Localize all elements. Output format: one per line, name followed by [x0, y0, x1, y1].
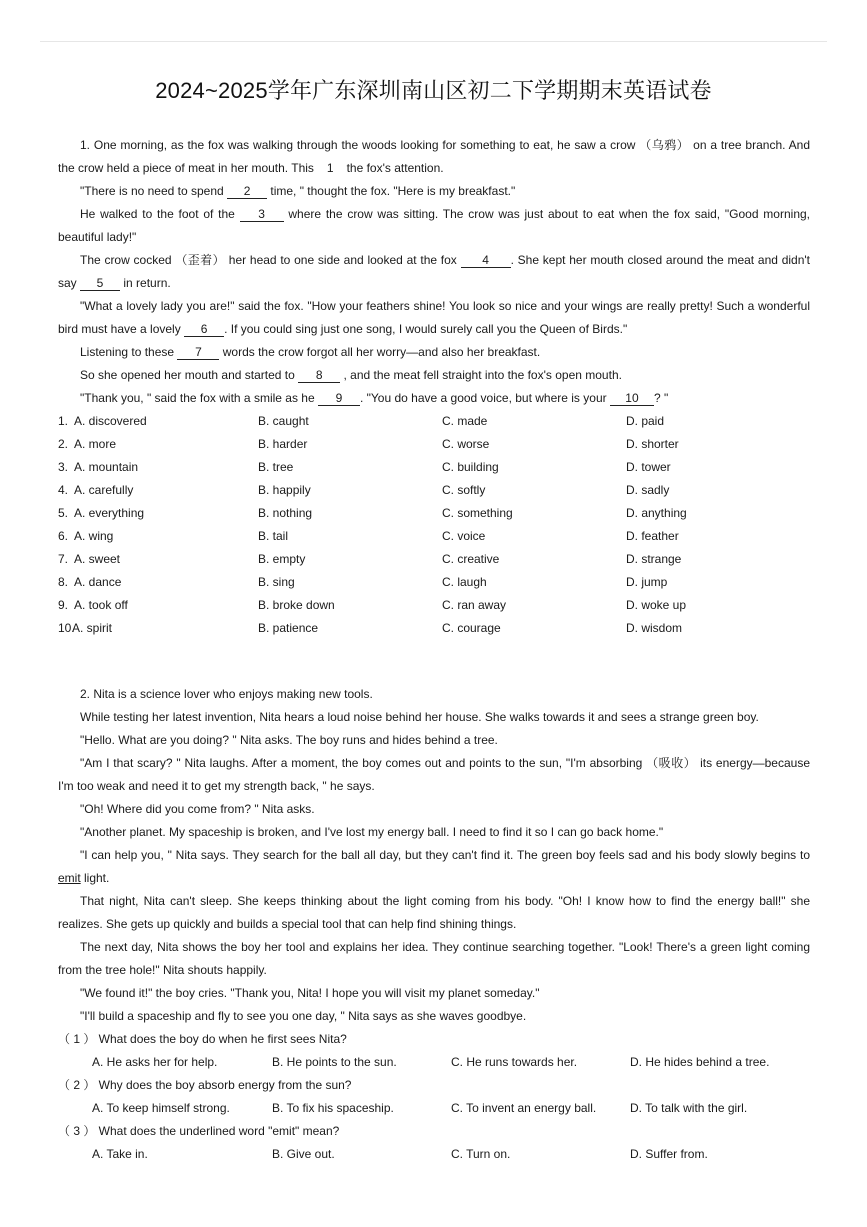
option-d: D. sadly — [626, 483, 670, 497]
blank-6: 6 — [184, 322, 224, 337]
blank-3: 3 — [240, 207, 284, 222]
question-number: 9. — [58, 598, 69, 612]
cloze-options — [58, 410, 818, 640]
reading-paragraph: "Oh! Where did you come from? " Nita asks. — [80, 802, 315, 816]
answer-row — [92, 1051, 812, 1074]
question-stem: （ 1 ） What does the boy do when he first sees Nita? — [58, 1032, 347, 1046]
cloze-paragraph-7: So she opened her mouth and started to 8 , and the meat fell straight into the fox's open mouth. — [80, 368, 622, 382]
option-row — [58, 433, 818, 456]
cloze-paragraph-6: Listening to these 7 words the crow forgot all her worry—and also her breakfast. — [80, 345, 541, 359]
reading-paragraph: That night, Nita can't sleep. She keeps thinking about the light coming from his body. "Oh! I know how to find the energy ball!" she realizes. She gets up quickly and builds a special tool that can help find shining things. — [58, 894, 810, 931]
option-a: A. everything — [74, 506, 145, 520]
option-d: D. jump — [626, 575, 668, 589]
blank-8: 8 — [298, 368, 340, 383]
option-c: C. ran away — [442, 598, 507, 612]
option-a: A. sweet — [74, 552, 121, 566]
question-stem: （ 2 ） Why does the boy absorb energy from the sun? — [58, 1078, 352, 1092]
option-d: D. feather — [626, 529, 679, 543]
cloze-paragraph-8: "Thank you, " said the fox with a smile as he 9 . "You do have a good voice, but where is your 10 ? " — [80, 391, 669, 405]
option-c: C. laugh — [442, 575, 487, 589]
question-number: 8. — [58, 575, 69, 589]
cloze-paragraph-2: "There is no need to spend 2 time, " thought the fox. "Here is my breakfast." — [80, 184, 516, 198]
option-b: B. sing — [258, 575, 295, 589]
reading-paragraph: "Am I that scary? " Nita laughs. After a moment, the boy comes out and points to the sun, "I'm absorbing （吸收） its energy—because I'm too weak and need it to get my strength back, " he says. — [58, 756, 810, 793]
reading-paragraph: "I'll build a spaceship and fly to see you one day, " Nita says as she waves goodbye. — [80, 1009, 527, 1023]
option-a: A. carefully — [74, 483, 134, 497]
header-rule — [40, 41, 827, 42]
reading-paragraph: While testing her latest invention, Nita hears a loud noise behind her house. She walks towards it and sees a strange green boy. — [80, 710, 759, 724]
blank-9: 9 — [318, 391, 360, 406]
option-b: B. caught — [258, 414, 309, 428]
option-row — [58, 525, 818, 548]
option-a: A. To keep himself strong. — [92, 1101, 230, 1115]
option-b: B. broke down — [258, 598, 335, 612]
option-a: A. spirit — [72, 621, 113, 635]
option-b: B. To fix his spaceship. — [272, 1101, 394, 1115]
option-b: B. patience — [258, 621, 319, 635]
option-c: C. creative — [442, 552, 500, 566]
underlined-word-emit: emit — [58, 871, 81, 885]
option-c: C. He runs towards her. — [451, 1055, 578, 1069]
cloze-paragraph-1: 1. One morning, as the fox was walking through the woods looking for something to eat, he saw a crow （乌鸦） on a tree branch. And the crow held a piece of meat in her mouth. This 1 the fox's attention. — [58, 138, 810, 175]
option-b: B. nothing — [258, 506, 313, 520]
question-number: 6. — [58, 529, 69, 543]
option-c: C. building — [442, 460, 499, 474]
blank-4: 4 — [461, 253, 511, 268]
option-a: A. took off — [74, 598, 128, 612]
reading-paragraph: 2. Nita is a science lover who enjoys making new tools. — [80, 687, 373, 701]
option-d: D. tower — [626, 460, 671, 474]
reading-paragraph: "We found it!" the boy cries. "Thank you, Nita! I hope you will visit my planet someday." — [80, 986, 540, 1000]
answer-row — [92, 1097, 812, 1120]
reading-paragraph: "I can help you, " Nita says. They search for the ball all day, but they can't find it. The green boy feels sad and his body slowly begins to emit light. — [58, 848, 810, 885]
option-row — [58, 410, 818, 433]
blank-1: 1 — [326, 161, 334, 175]
option-d: D. He hides behind a tree. — [630, 1055, 770, 1069]
option-d: D. wisdom — [626, 621, 683, 635]
option-b: B. tree — [258, 460, 294, 474]
option-c: C. made — [442, 414, 488, 428]
reading-paragraph: The next day, Nita shows the boy her tool and explains her idea. They continue searching together. "Look! There's a green light coming from the tree hole!" Nita shouts happily. — [58, 940, 810, 977]
answer-row — [92, 1143, 812, 1166]
option-a: A. discovered — [74, 414, 147, 428]
option-b: B. harder — [258, 437, 308, 451]
option-c: C. voice — [442, 529, 486, 543]
option-b: B. happily — [258, 483, 311, 497]
blank-10: 10 — [610, 391, 654, 406]
option-b: B. Give out. — [272, 1147, 335, 1161]
option-row — [58, 594, 818, 617]
option-c: C. courage — [442, 621, 501, 635]
cloze-paragraph-5: "What a lovely lady you are!" said the fox. "How your feathers shine! You look so nice and your wings are really pretty! Such a wonderful bird must have a lovely 6 . If you could sing just one song, I would surely call you the Queen of Birds." — [58, 299, 810, 336]
option-d: D. paid — [626, 414, 665, 428]
option-c: C. softly — [442, 483, 486, 497]
question-number: 10. — [58, 621, 75, 635]
option-d: D. Suffer from. — [630, 1147, 708, 1161]
option-a: A. He asks her for help. — [92, 1055, 218, 1069]
option-c: C. something — [442, 506, 513, 520]
option-row — [58, 456, 818, 479]
option-b: B. tail — [258, 529, 289, 543]
option-c: C. worse — [442, 437, 490, 451]
question-number: 3. — [58, 460, 69, 474]
option-row — [58, 479, 818, 502]
option-d: D. To talk with the girl. — [630, 1101, 748, 1115]
reading-paragraph: "Another planet. My spaceship is broken, and I've lost my energy ball. I need to find it so I can go back home." — [80, 825, 664, 839]
question-stem: （ 3 ） What does the underlined word "emit" mean? — [58, 1124, 340, 1138]
option-a: A. dance — [74, 575, 122, 589]
option-d: D. anything — [626, 506, 687, 520]
blank-2: 2 — [227, 184, 267, 199]
option-c: C. Turn on. — [451, 1147, 511, 1161]
option-a: A. more — [74, 437, 117, 451]
question-number: 2. — [58, 437, 69, 451]
option-d: D. shorter — [626, 437, 679, 451]
question-number: 4. — [58, 483, 69, 497]
option-row — [58, 571, 818, 594]
option-c: C. To invent an energy ball. — [451, 1101, 597, 1115]
option-a: A. wing — [74, 529, 114, 543]
option-d: D. woke up — [626, 598, 687, 612]
blank-5: 5 — [80, 276, 120, 291]
cloze-paragraph-4: The crow cocked （歪着） her head to one side and looked at the fox 4 . She kept her mouth closed around the meat and didn't say 5 in return. — [58, 253, 811, 290]
option-row — [58, 502, 818, 525]
question-number: 5. — [58, 506, 69, 520]
option-b: B. He points to the sun. — [272, 1055, 397, 1069]
option-d: D. strange — [626, 552, 682, 566]
option-a: A. mountain — [74, 460, 139, 474]
reading-paragraph: "Hello. What are you doing? " Nita asks. The boy runs and hides behind a tree. — [80, 733, 498, 747]
option-a: A. Take in. — [92, 1147, 148, 1161]
question-number: 1. — [58, 414, 69, 428]
option-b: B. empty — [258, 552, 306, 566]
option-row — [58, 617, 818, 640]
blank-7: 7 — [177, 345, 219, 360]
question-number: 7. — [58, 552, 69, 566]
page-title: 2024~2025学年广东深圳南山区初二下学期期末英语试卷 — [155, 78, 712, 103]
option-row — [58, 548, 818, 571]
cloze-paragraph-3: He walked to the foot of the 3 where the crow was sitting. The crow was just about to eat when the fox said, "Good morning, beautiful lady!" — [58, 207, 810, 244]
